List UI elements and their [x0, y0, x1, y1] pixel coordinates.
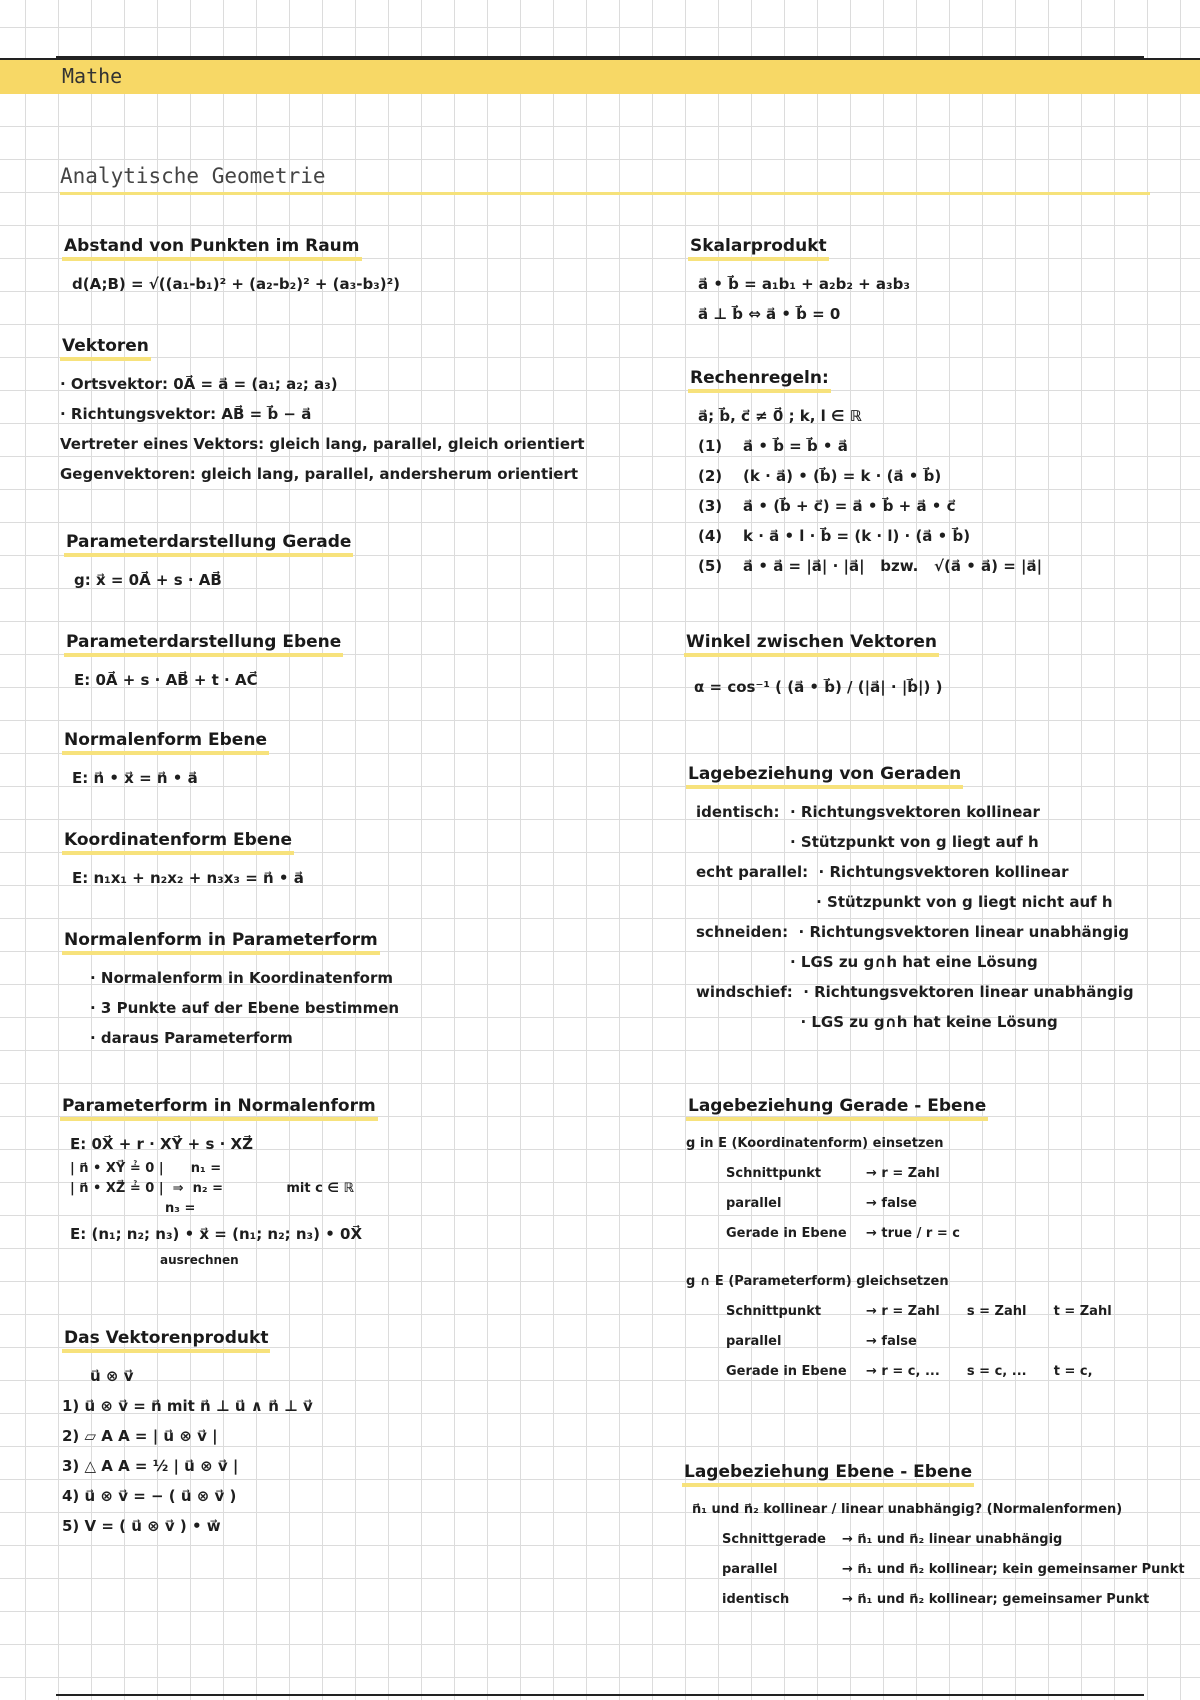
lage-ee-row [682, 1555, 1185, 1585]
section-gerade [64, 532, 353, 595]
heading-lage-geraden: Lagebeziehung von Geraden [686, 764, 963, 789]
lage-ee-label: parallel [722, 1562, 778, 1577]
formula-ebene: E: 0A⃗ + s · AB⃗ + t · AC⃗ [74, 671, 258, 689]
heading-winkel: Winkel zwischen Vektoren [684, 632, 939, 657]
lage-ee-label: identisch [722, 1592, 790, 1607]
vektorprodukt-line: 5) V = ( u⃗ ⊗ v⃗ ) • w⃗ [62, 1517, 221, 1535]
heading-gerade: Parameterdarstellung Gerade [64, 532, 353, 557]
lage-ge-value: → r = c, ... s = c, ... t = c, [866, 1364, 1093, 1379]
p-to-n-line: E: (n₁; n₂; n₃) • x⃗ = (n₁; n₂; n₃) • 0X⃗ [70, 1225, 363, 1243]
p-to-n-line: | n⃗ • XZ⃗ ≟ 0 | ⇒ n₂ = mit c ∈ ℝ [70, 1181, 354, 1196]
lage-geraden-line: · Stützpunkt von g liegt nicht auf h [696, 893, 1113, 911]
vektoren-line: Vertreter eines Vektors: gleich lang, parallel, gleich orientiert [60, 435, 585, 453]
section-winkel [684, 632, 942, 709]
lage-ge-row [686, 1219, 1112, 1249]
vektorprodukt-line: 4) u⃗ ⊗ v⃗ = − ( u⃗ ⊗ v⃗ ) [62, 1487, 237, 1505]
vektoren-line: · Richtungsvektor: AB⃗ = b⃗ − a⃗ [60, 405, 312, 423]
lage-ge-value: → false [866, 1196, 917, 1211]
section-normalen-in-parameter [62, 930, 399, 1053]
lage-ge-label: Gerade in Ebene [726, 1364, 847, 1379]
lage-ge-row [686, 1159, 1112, 1189]
lage-ge-value: → false [866, 1334, 917, 1349]
section-ebene [64, 632, 343, 695]
lage-ee-value: → n⃗₁ und n⃗₂ linear unabhängig [842, 1532, 1063, 1547]
skalar-line: a⃗ • b⃗ = a₁b₁ + a₂b₂ + a₃b₃ [698, 275, 910, 293]
lage-ge-label: parallel [726, 1196, 782, 1211]
lage-geraden-line: · LGS zu g∩h hat keine Lösung [696, 1013, 1058, 1031]
rechenregel-line: (2) (k · a⃗) • (b⃗) = k · (a⃗ • b⃗) [698, 467, 942, 485]
bottom-rule [56, 1694, 1144, 1696]
vektoren-line: · Ortsvektor: 0A⃗ = a⃗ = (a₁; a₂; a₃) [60, 375, 338, 393]
vektorprodukt-line: 1) u⃗ ⊗ v⃗ = n⃗ mit n⃗ ⊥ u⃗ ∧ n⃗ ⊥ v⃗ [62, 1397, 313, 1415]
heading-lage-ebene-ebene: Lagebeziehung Ebene - Ebene [682, 1462, 974, 1487]
subject-title: Mathe [62, 64, 123, 88]
rechenregel-line: (3) a⃗ • (b⃗ + c⃗) = a⃗ • b⃗ + a⃗ • c⃗ [698, 497, 956, 515]
section-vektorprodukt [62, 1328, 313, 1541]
lage-geraden-line: schneiden: · Richtungsvektoren linear unabhängig [696, 923, 1129, 941]
lage-ge-label: Schnittpunkt [726, 1166, 822, 1181]
rechenregel-line: (4) k · a⃗ • l · b⃗ = (k · l) · (a⃗ • b⃗) [698, 527, 971, 545]
heading-abstand: Abstand von Punkten im Raum [62, 236, 362, 261]
heading-vektoren: Vektoren [60, 336, 151, 361]
lage-ge-row [686, 1357, 1112, 1387]
lage-ge-label: Gerade in Ebene [726, 1226, 847, 1241]
p-to-n-line: n₃ = [70, 1201, 196, 1216]
heading-normalenform: Normalenform Ebene [62, 730, 269, 755]
heading-rechenregeln: Rechenregeln: [688, 368, 831, 393]
lage-geraden-line: · LGS zu g∩h hat eine Lösung [696, 953, 1038, 971]
formula-normalenform: E: n⃗ • x⃗ = n⃗ • a⃗ [72, 769, 198, 787]
p-to-n-line: E: 0X⃗ + r · XY⃗ + s · XZ⃗ [70, 1135, 253, 1153]
lage-ee-intro: n⃗₁ und n⃗₂ kollinear / linear unabhängig? (Normalenformen) [692, 1502, 1123, 1517]
n-to-p-line: · 3 Punkte auf der Ebene bestimmen [90, 999, 400, 1017]
lage-geraden-line: windschief: · Richtungsvektoren linear unabhängig [696, 983, 1134, 1001]
n-to-p-line: · daraus Parameterform [90, 1029, 293, 1047]
section-skalarprodukt [688, 236, 910, 329]
page-title: Analytische Geometrie [60, 164, 1150, 195]
vektorprodukt-line: 3) △ A A = ½ | u⃗ ⊗ v⃗ | [62, 1457, 239, 1475]
lage-ge-row [686, 1189, 1112, 1219]
lage-ee-row [682, 1525, 1185, 1555]
lage-ge-intro: g ∩ E (Parameterform) gleichsetzen [686, 1274, 949, 1289]
formula-gerade: g: x⃗ = 0A⃗ + s · AB⃗ [74, 571, 222, 589]
lage-ge-intro: g in E (Koordinatenform) einsetzen [686, 1136, 944, 1151]
heading-normalen-in-parameter: Normalenform in Parameterform [62, 930, 380, 955]
formula-winkel: α = cos⁻¹ ( (a⃗ • b⃗) / (|a⃗| · |b⃗|) ) [694, 678, 943, 696]
lage-geraden-line: · Stützpunkt von g liegt auf h [696, 833, 1039, 851]
n-to-p-line: · Normalenform in Koordinatenform [90, 969, 393, 987]
lage-ge-label: parallel [726, 1334, 782, 1349]
heading-vektorprodukt: Das Vektorenprodukt [62, 1328, 270, 1353]
section-lage-geraden [686, 764, 1134, 1037]
heading-parameter-in-normalen: Parameterform in Normalenform [60, 1096, 378, 1121]
lage-ge-row [686, 1297, 1112, 1327]
lage-geraden-line: identisch: · Richtungsvektoren kollinear [696, 803, 1040, 821]
lage-ge-label: Schnittpunkt [726, 1304, 822, 1319]
section-koordinatenform [62, 830, 304, 893]
section-rechenregeln [688, 368, 1042, 581]
section-vektoren [60, 336, 585, 489]
lage-ge-value: → r = Zahl [866, 1166, 940, 1181]
vektoren-line: Gegenvektoren: gleich lang, parallel, andersherum orientiert [60, 465, 578, 483]
section-lage-gerade-ebene [686, 1096, 1112, 1387]
heading-skalarprodukt: Skalarprodukt [688, 236, 829, 261]
header-band [0, 58, 1200, 94]
lage-ee-value: → n⃗₁ und n⃗₂ kollinear; kein gemeinsamer Punkt [842, 1562, 1185, 1577]
rechenregel-line: a⃗; b⃗, c⃗ ≠ 0⃗ ; k, l ∈ ℝ [698, 407, 862, 425]
lage-ee-row [682, 1585, 1185, 1615]
vektorprodukt-line: 2) ▱ A A = | u⃗ ⊗ v⃗ | [62, 1427, 218, 1445]
heading-koordinatenform: Koordinatenform Ebene [62, 830, 294, 855]
p-to-n-note: ausrechnen [160, 1253, 239, 1267]
lage-geraden-line: echt parallel: · Richtungsvektoren kollinear [696, 863, 1069, 881]
p-to-n-line: | n⃗ • XY⃗ ≟ 0 | n₁ = [70, 1161, 222, 1176]
lage-ge-row [686, 1327, 1112, 1357]
rechenregel-line: (1) a⃗ • b⃗ = b⃗ • a⃗ [698, 437, 848, 455]
section-parameter-in-normalen [60, 1096, 378, 1268]
lage-ge-value: → true / r = c [866, 1226, 960, 1241]
section-lage-ebene-ebene [682, 1462, 1185, 1615]
heading-lage-gerade-ebene: Lagebeziehung Gerade - Ebene [686, 1096, 988, 1121]
lage-ge-value: → r = Zahl s = Zahl t = Zahl [866, 1304, 1112, 1319]
formula-koordinatenform: E: n₁x₁ + n₂x₂ + n₃x₃ = n⃗ • a⃗ [72, 869, 304, 887]
skalar-line: a⃗ ⊥ b⃗ ⇔ a⃗ • b⃗ = 0 [698, 305, 841, 323]
section-normalenform [62, 730, 269, 793]
vektorprodukt-line: u⃗ ⊗ v⃗ [90, 1367, 134, 1385]
rechenregel-line: (5) a⃗ • a⃗ = |a⃗| · |a⃗| bzw. √(a⃗ • a⃗) = |a⃗| [698, 557, 1043, 575]
section-abstand [62, 236, 400, 299]
formula-abstand: d(A;B) = √((a₁-b₁)² + (a₂-b₂)² + (a₃-b₃)²) [72, 275, 401, 293]
heading-ebene: Parameterdarstellung Ebene [64, 632, 343, 657]
lage-ee-value: → n⃗₁ und n⃗₂ kollinear; gemeinsamer Punkt [842, 1592, 1150, 1607]
lage-ee-label: Schnittgerade [722, 1532, 826, 1547]
